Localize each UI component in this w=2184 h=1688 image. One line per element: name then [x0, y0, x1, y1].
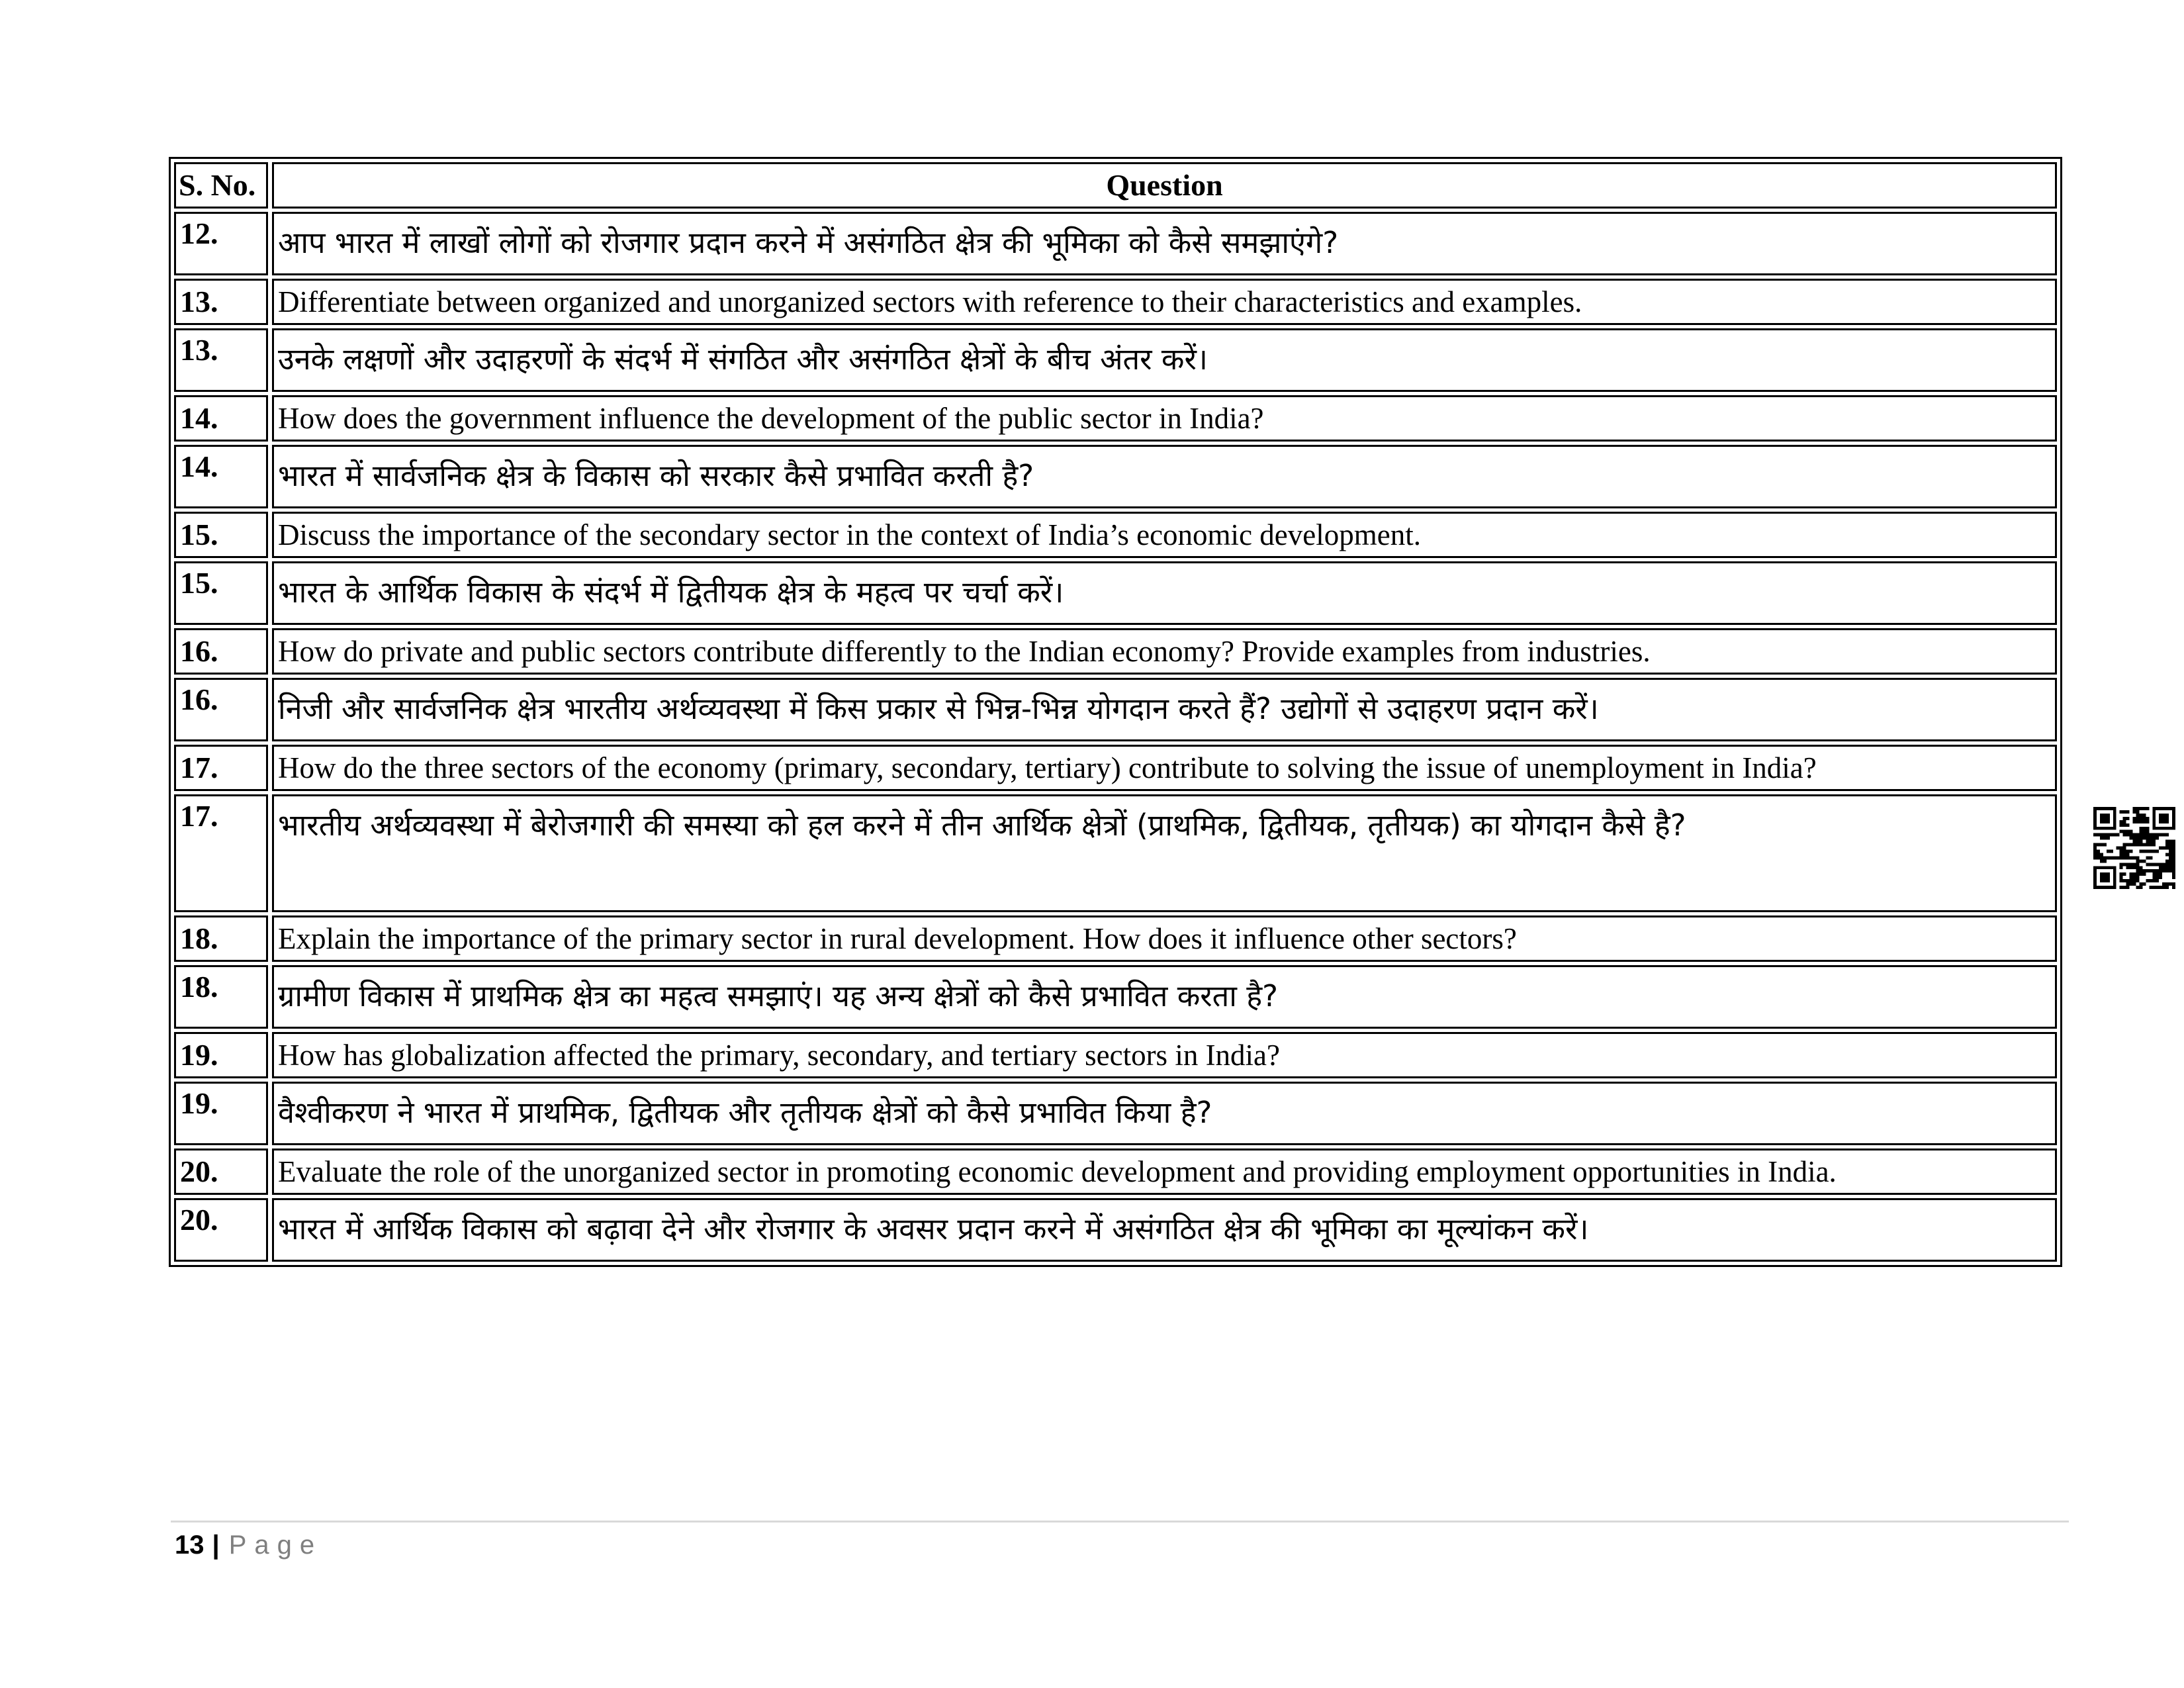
header-sno: S. No. [174, 162, 268, 209]
question-text-english: Discuss the importance of the secondary sector in the context of India’s economic development. [272, 512, 2057, 558]
row-serial-number: 17. [174, 794, 268, 912]
page-number: 13 [175, 1530, 205, 1560]
row-serial-number: 16. [174, 628, 268, 675]
page-footer [175, 1527, 322, 1563]
table-body [174, 212, 2057, 1262]
row-serial-number: 14. [174, 395, 268, 442]
table-row [174, 561, 2057, 625]
table-row [174, 745, 2057, 791]
row-serial-number: 15. [174, 561, 268, 625]
row-serial-number: 15. [174, 512, 268, 558]
question-text-english: How do private and public sectors contribute differently to the Indian economy? Provide examples from industries. [272, 628, 2057, 675]
table-row [174, 512, 2057, 558]
row-serial-number: 18. [174, 965, 268, 1029]
row-serial-number: 13. [174, 328, 268, 392]
table-row [174, 212, 2057, 275]
table-row [174, 1032, 2057, 1078]
question-text-english: How has globalization affected the primary, secondary, and tertiary sectors in India? [272, 1032, 2057, 1078]
row-serial-number: 16. [174, 678, 268, 741]
question-text-hindi: ग्रामीण विकास में प्राथमिक क्षेत्र का महत्व समझाएं। यह अन्य क्षेत्रों को कैसे प्रभावित करता है? [272, 965, 2057, 1029]
table-row [174, 794, 2057, 912]
table-row [174, 915, 2057, 962]
table-row [174, 628, 2057, 675]
question-text-hindi: वैश्वीकरण ने भारत में प्राथमिक, द्वितीयक और तृतीयक क्षेत्रों को कैसे प्रभावित किया है? [272, 1082, 2057, 1145]
table-row [174, 395, 2057, 442]
row-serial-number: 13. [174, 279, 268, 325]
question-text-english: Explain the importance of the primary sector in rural development. How does it influence other sectors? [272, 915, 2057, 962]
question-table-frame [169, 157, 2062, 1267]
question-text-english: How does the government influence the development of the public sector in India? [272, 395, 2057, 442]
row-serial-number: 19. [174, 1082, 268, 1145]
table-row [174, 279, 2057, 325]
question-text-hindi: भारतीय अर्थव्यवस्था में बेरोजगारी की समस्या को हल करने में तीन आर्थिक क्षेत्रों (प्राथमिक, द्वितीयक, तृतीयक) का योगदान कैसे है? [272, 794, 2057, 912]
table-row [174, 965, 2057, 1029]
table-row [174, 678, 2057, 741]
question-text-english: Evaluate the role of the unorganized sector in promoting economic development and providing employment opportunities in India. [272, 1149, 2057, 1195]
question-text-hindi: भारत के आर्थिक विकास के संदर्भ में द्वितीयक क्षेत्र के महत्व पर चर्चा करें। [272, 561, 2057, 625]
question-text-hindi: उनके लक्षणों और उदाहरणों के संदर्भ में संगठित और असंगठित क्षेत्रों के बीच अंतर करें। [272, 328, 2057, 392]
table-header-row [174, 162, 2057, 209]
row-serial-number: 19. [174, 1032, 268, 1078]
row-serial-number: 14. [174, 445, 268, 508]
row-serial-number: 20. [174, 1198, 268, 1262]
table-row [174, 1149, 2057, 1195]
table-row [174, 1082, 2057, 1145]
table-row [174, 445, 2057, 508]
row-serial-number: 20. [174, 1149, 268, 1195]
row-serial-number: 18. [174, 915, 268, 962]
qr-code-icon [2093, 807, 2175, 889]
footer-divider [171, 1521, 2069, 1523]
question-text-english: How do the three sectors of the economy (primary, secondary, tertiary) contribute to solving the issue of unemployment in India? [272, 745, 2057, 791]
table-row [174, 1198, 2057, 1262]
header-question: Question [272, 162, 2057, 209]
page-label: Page [228, 1530, 323, 1560]
row-serial-number: 12. [174, 212, 268, 275]
table-row [174, 328, 2057, 392]
question-table [170, 159, 2061, 1265]
footer-separator: | [212, 1530, 220, 1560]
question-text-hindi: निजी और सार्वजनिक क्षेत्र भारतीय अर्थव्यवस्था में किस प्रकार से भिन्न-भिन्न योगदान करते हैं? उद्योगों से उदाहरण प्रदान करें। [272, 678, 2057, 741]
question-text-english: Differentiate between organized and unorganized sectors with reference to their characteristics and examples. [272, 279, 2057, 325]
question-text-hindi: भारत में आर्थिक विकास को बढ़ावा देने और रोजगार के अवसर प्रदान करने में असंगठित क्षेत्र की भूमिका का मूल्यांकन करें। [272, 1198, 2057, 1262]
question-text-hindi: भारत में सार्वजनिक क्षेत्र के विकास को सरकार कैसे प्रभावित करती है? [272, 445, 2057, 508]
question-text-hindi: आप भारत में लाखों लोगों को रोजगार प्रदान करने में असंगठित क्षेत्र की भूमिका को कैसे समझाएंगे? [272, 212, 2057, 275]
row-serial-number: 17. [174, 745, 268, 791]
